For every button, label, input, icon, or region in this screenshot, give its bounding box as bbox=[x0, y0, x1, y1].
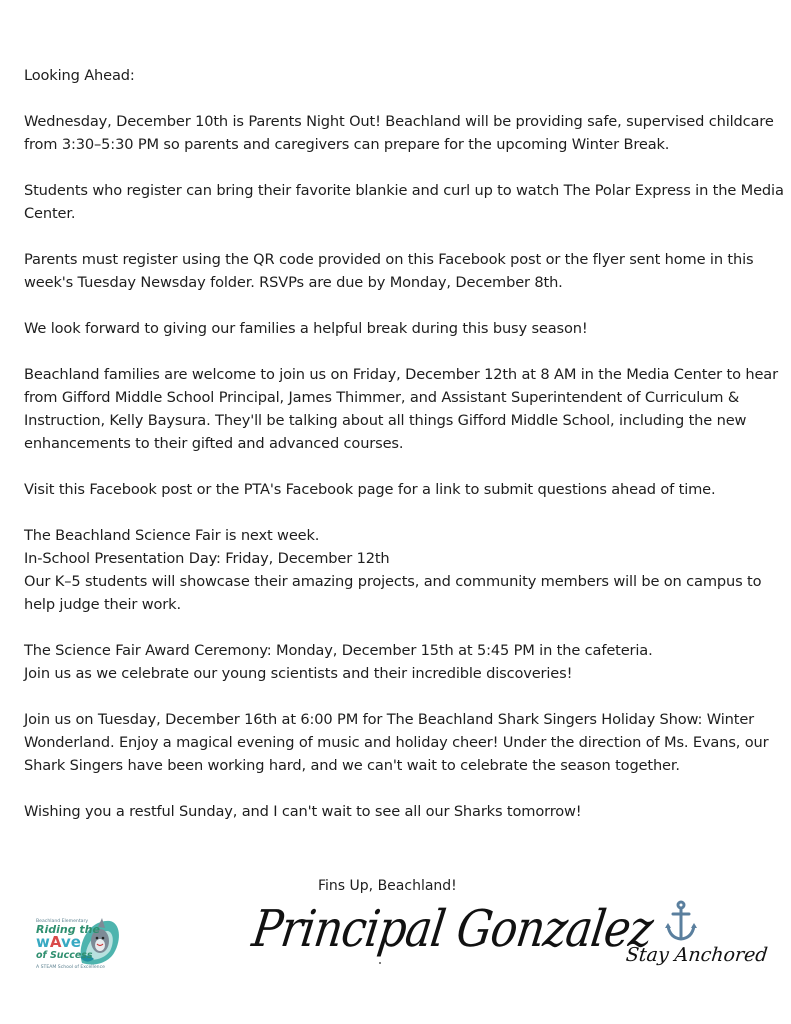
logo-school-name: Beachland Elementary bbox=[36, 919, 89, 924]
science-fair-line: The Beachland Science Fair is next week. bbox=[24, 527, 320, 544]
paragraph-polar-express: Students who register can bring their favorite blankie and curl up to watch The Polar Express in the Media Center. bbox=[24, 182, 784, 222]
award-ceremony-line: The Science Fair Award Ceremony: Monday, December 15th at 5:45 PM in the cafeteria. bbox=[24, 642, 653, 659]
stay-anchored-text: Stay Anchored bbox=[624, 944, 769, 966]
school-logo bbox=[28, 913, 128, 981]
closing-greeting: Fins Up, Beachland! bbox=[318, 878, 457, 894]
showcase-line: Our K–5 students will showcase their amazing projects, and community members will be on campus to help judge their work. bbox=[24, 573, 762, 613]
logo-success-text: of Success bbox=[36, 950, 93, 961]
paragraph-submit-questions: Visit this Facebook post or the PTA's Facebook page for a link to submit questions ahead of time. bbox=[24, 481, 716, 498]
paragraph-helpful-break: We look forward to giving our families a helpful break during this busy season! bbox=[24, 320, 588, 337]
logo-wave-w: w bbox=[36, 933, 50, 951]
anchor-icon bbox=[664, 900, 698, 944]
logo-wave-a: A bbox=[49, 933, 61, 951]
paragraph-closing-wish: Wishing you a restful Sunday, and I can't wait to see all our Sharks tomorrow! bbox=[24, 803, 582, 820]
paragraph-holiday-show: Join us on Tuesday, December 16th at 6:00 PM for The Beachland Shark Singers Holiday Show: Winter Wonderland. Enjoy a magical evening of music and holiday cheer! Under the direction of Ms. Evans, our Shark Singers have been working hard, and we can't wait to celebrate the season together. bbox=[24, 711, 769, 774]
signature: Principal Gonzalez bbox=[248, 900, 656, 959]
paragraph-parents-night: Wednesday, December 10th is Parents Night Out! Beachland will be providing safe, supervised childcare from 3:30–5:30 PM so parents and caregivers can prepare for the upcoming Winter Break. bbox=[24, 113, 774, 153]
heading: Looking Ahead: bbox=[24, 67, 135, 84]
logo-tagline: A STEAM School of Excellence bbox=[36, 965, 105, 970]
celebrate-line: Join us as we celebrate our young scientists and their incredible discoveries! bbox=[24, 665, 573, 682]
decorative-dot bbox=[379, 962, 381, 964]
presentation-day-line: In-School Presentation Day: Friday, December 12th bbox=[24, 550, 390, 567]
paragraph-gifford-meeting: Beachland families are welcome to join us on Friday, December 12th at 8 AM in the Media Center to hear from Gifford Middle School Principal, James Thimmer, and Assistant Superintendent of Curriculum & Instruction, Kelly Baysura. They'll be talking about all things Gifford Middle School, including the new enhancements to their gifted and advanced courses. bbox=[24, 366, 778, 452]
logo-wave-text bbox=[36, 935, 81, 950]
paragraph-registration: Parents must register using the QR code provided on this Facebook post or the flyer sent home in this week's Tuesday Newsday folder. RSVPs are due by Monday, December 8th. bbox=[24, 251, 754, 291]
logo-wave-rest: ve bbox=[60, 933, 81, 951]
logo-riding-text: Riding the bbox=[36, 923, 100, 936]
letter-body bbox=[24, 64, 784, 846]
